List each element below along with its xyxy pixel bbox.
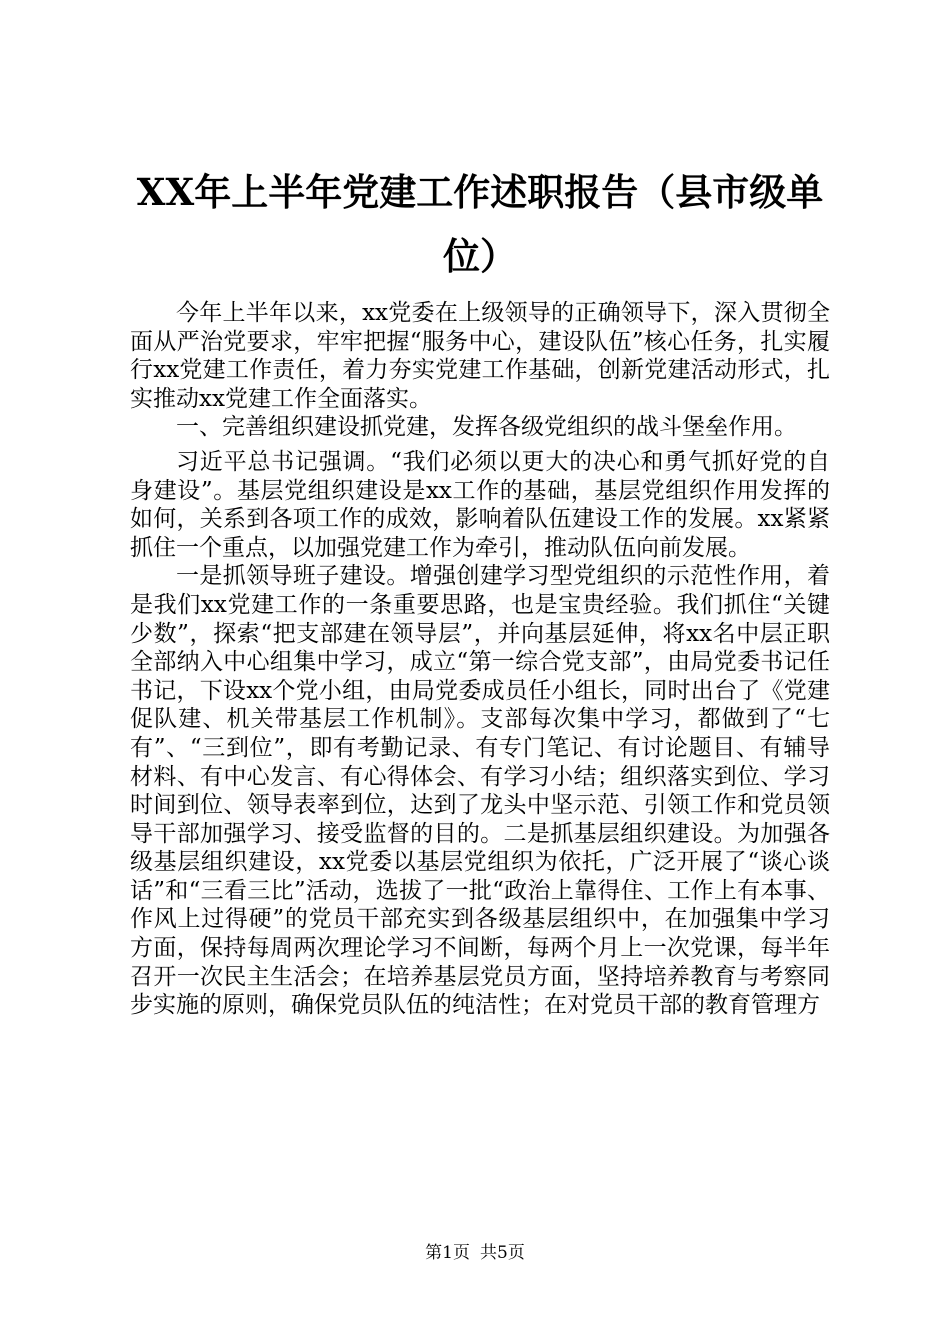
document-title: [130, 160, 830, 288]
title-line-2: 位）: [443, 234, 517, 278]
paragraph-quote: 习近平总书记强调。“我们必须以更大的决心和勇气抓好党的自身建设”。基层党组织建设是xx工作的基础，基层党组织作用发挥的如何，关系到各项工作的成效，影响着队伍建设工作的发展。xx紧紧抓住一个重点，以加强党建工作为牵引，推动队伍向前发展。: [130, 448, 830, 561]
paragraph-intro: 今年上半年以来，xx党委在上级领导的正确领导下，深入贯彻全面从严治党要求，牢牢把握“服务中心，建设队伍”核心任务，扎实履行xx党建工作责任，着力夯实党建工作基础，创新党建活动形式，扎实推动xx党建工作全面落实。: [130, 300, 830, 412]
page-footer: [0, 1243, 950, 1263]
page-total: 共5页: [480, 1243, 525, 1263]
page-number: 第1页: [425, 1243, 470, 1263]
section-heading: 一、完善组织建设抓党建，发挥各级党组织的战斗堡垒作用。: [176, 414, 797, 441]
paragraph-leadership: 一是抓领导班子建设。增强创建学习型党组织的示范性作用，着是我们xx党建工作的一条重要思路，也是宝贵经验。我们抓住“关键少数”，探索“把支部建在领导层”，并向基层延伸，将xx名中层正职全部纳入中心组集中学习，成立“第一综合党支部”，由局党委书记任书记，下设xx个党小组，由局党委成员任小组长，同时出台了《党建促队建、机关带基层工作机制》。支部每次集中学习，都做到了“七有”、“三到位”，即有考勤记录、有专门笔记、有讨论题目、有辅导材料、有中心发言、有心得体会、有学习小结；组织落实到位、学习时间到位、领导表率到位，达到了龙头中坚示范、引领工作和党员领导干部加强学习、接受监督的目的。二是抓基层组织建设。为加强各级基层组织建设，xx党委以基层党组织为依托，广泛开展了“谈心谈话”和“三看三比”活动，选拔了一批“政治上靠得住、工作上有本事、作风上过得硬”的党员干部充实到各级基层组织中，在加强集中学习方面，保持每周两次理论学习不间断，每两个月上一次党课，每半年召开一次民主生活会；在培养基层党员方面，坚持培养教育与考察同步实施的原则，确保党员队伍的纯洁性；在对党员干部的教育管理方: [130, 563, 830, 1019]
document-body: [130, 299, 830, 1020]
title-line-1: XX年上半年党建工作述职报告（县市级单: [136, 170, 824, 214]
